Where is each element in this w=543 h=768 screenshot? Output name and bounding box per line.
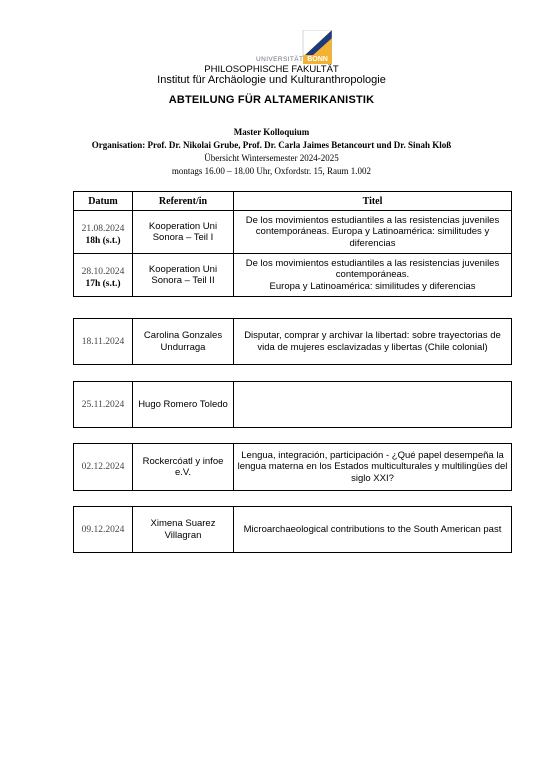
session-table-4	[73, 506, 512, 553]
table-header-row	[74, 192, 512, 211]
schedule-table-main	[73, 191, 512, 297]
header-title: Titel	[234, 192, 512, 211]
session-title	[234, 382, 512, 428]
session-title: De los movimientos estudiantiles a las resistencias juveniles contemporáneas. Europa y Latinoamérica: similitudes y diferencias	[234, 211, 512, 254]
session-speaker: Hugo Romero Toledo	[133, 382, 234, 428]
table-row	[74, 507, 512, 553]
session-date: 18.11.2024	[74, 319, 133, 365]
table-row	[74, 254, 512, 297]
institute-name: Institut für Archäologie und Kulturanthropologie	[157, 74, 386, 86]
department-name: ABTEILUNG FÜR ALTAMERIKANISTIK	[168, 94, 375, 106]
session-time: 18h (s.t.)	[85, 236, 121, 246]
session-title-line-2: Europa y Latinoamérica: similitudes y diferencias	[269, 280, 476, 292]
session-title: Lengua, integración, participación - ¿Qué papel desempeña la lengua materna en los Estados multiculturales y multilingües del siglo XXI?	[234, 444, 512, 491]
header-speaker: Referent/in	[133, 192, 234, 211]
session-speaker: Kooperation Uni Sonora – Teil II	[133, 254, 234, 297]
table-row	[74, 211, 512, 254]
table-row	[74, 444, 512, 491]
session-speaker: Carolina Gonzales Undurraga	[133, 319, 234, 365]
semester-line: Übersicht Wintersemester 2024-2025	[204, 153, 339, 163]
session-title-cell	[234, 254, 512, 297]
university-logo-mark	[256, 30, 332, 56]
session-table-1	[73, 318, 512, 365]
session-speaker: Ximena Suarez Villagran	[133, 507, 234, 553]
organisation-line: Organisation: Prof. Dr. Nikolai Grube, Prof. Dr. Carla Jaimes Betancourt und Dr. Sinah Kloß	[91, 140, 452, 150]
header-date: Datum	[74, 192, 133, 211]
session-table-2	[73, 381, 512, 428]
logo-city-text: BONN	[303, 55, 332, 64]
table-row	[74, 319, 512, 365]
session-date: 28.10.2024	[81, 267, 125, 277]
session-speaker: Kooperation Uni Sonora – Teil I	[133, 211, 234, 254]
logo-university-text: UNIVERSITÄT	[256, 56, 304, 63]
session-date: 21.08.2024	[81, 224, 125, 234]
faculty-name: PHILOSOPHISCHE FAKULTÄT	[204, 64, 339, 75]
session-date: 09.12.2024	[74, 507, 133, 553]
session-speaker: Rockercóatl y infoe e.V.	[133, 444, 234, 491]
event-title: Master Kolloquium	[233, 127, 310, 137]
session-title: Microarchaeological contributions to the South American past	[234, 507, 512, 553]
session-date: 25.11.2024	[74, 382, 133, 428]
session-date-cell	[74, 254, 133, 297]
university-logo	[256, 30, 332, 64]
schedule-line: montags 16.00 – 18.00 Uhr, Oxfordstr. 15, Raum 1.002	[171, 166, 372, 176]
session-date-cell	[74, 211, 133, 254]
session-title: De los movimientos estudiantiles a las resistencias juveniles contemporáneas.	[245, 257, 500, 281]
session-title: Disputar, comprar y archivar la libertad: sobre trayectorias de vida de mujeres esclavizadas y libertas (Chile colonial)	[234, 319, 512, 365]
session-table-3	[73, 443, 512, 491]
session-time: 17h (s.t.)	[85, 279, 121, 289]
table-row	[74, 382, 512, 428]
session-date: 02.12.2024	[74, 444, 133, 491]
